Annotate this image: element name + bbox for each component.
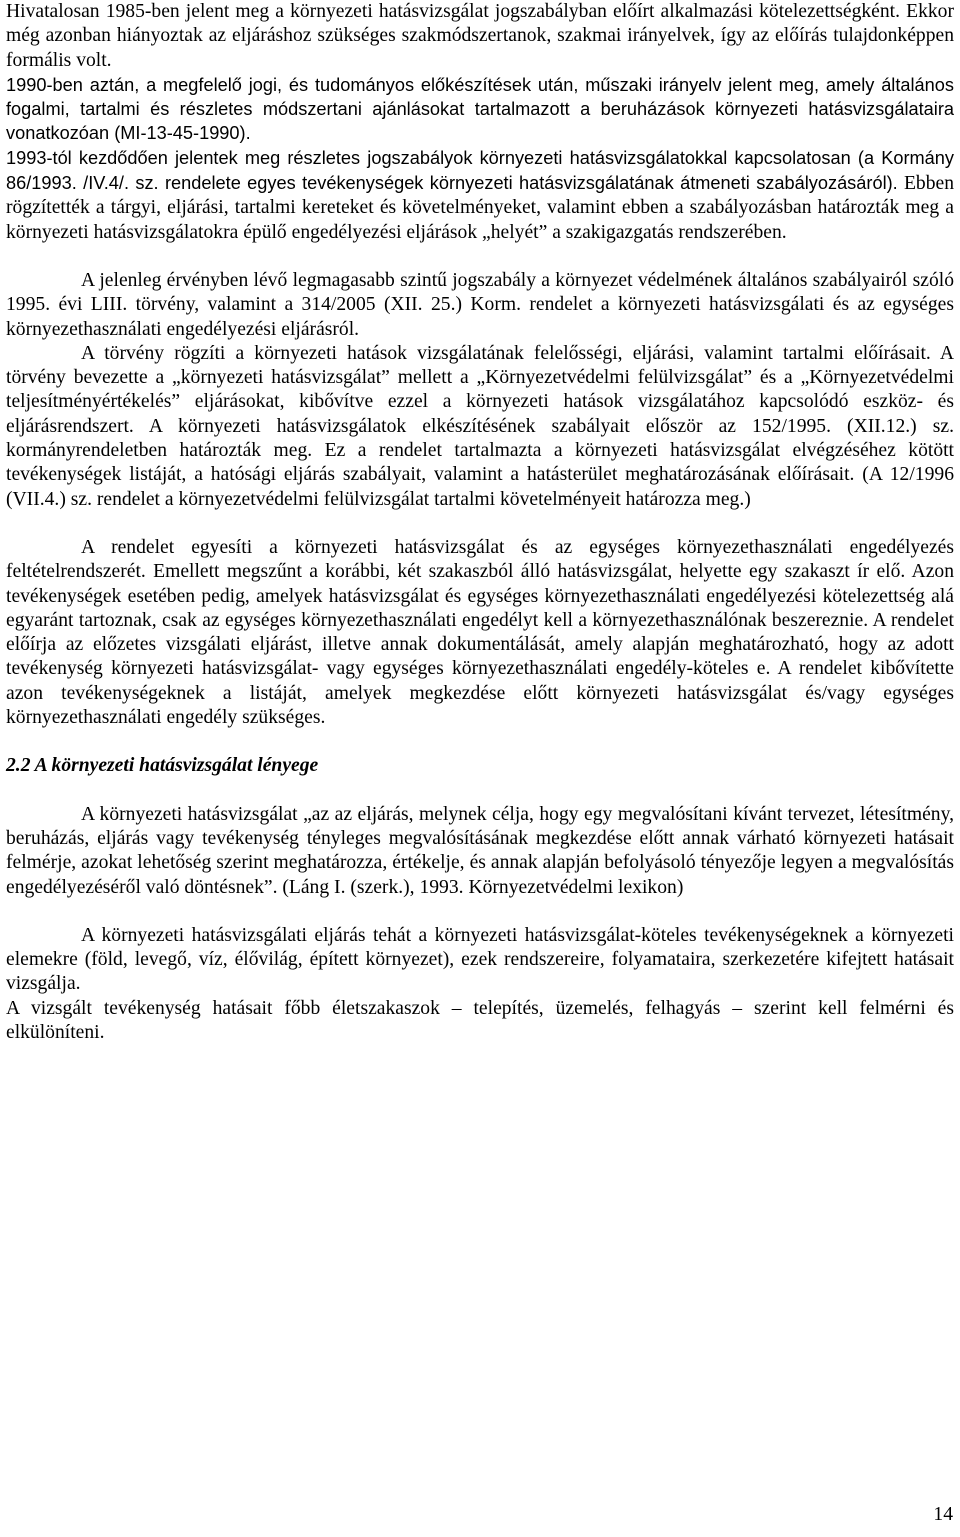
document-page — [6, 0, 954, 1045]
paragraph-official-1985: Hivatalosan 1985-ben jelent meg a környezeti hatásvizsgálat jogszabályban előírt alkalmazási kötelezettségként. Ekkor még azonban hiányoztak az eljáráshoz szükséges szakmódszertanok, szakmai irányelvek, így az előírás tulajdonképpen formális volt. — [6, 1, 954, 71]
paragraph-1990-guideline: 1990-ben aztán, a megfelelő jogi, és tudományos előkészítések után, műszaki irányelv jelent meg, amely általános fogalmi, tartalmi és részletes módszertani ajánlásokat tartalmazott a beruházások környezeti hatásvizsgálataira vonatkozóan (MI-13-45-1990). — [6, 74, 954, 144]
page-number: 14 — [933, 1504, 953, 1525]
paragraph-regulation-unifies: A rendelet egyesíti a környezeti hatásvizsgálat és az egységes környezethasználati engedélyezés feltételrendszerét. Emellett megszűnt a korábbi, két szakaszból álló hatásvizsgálat, helyette egy szakaszt ír elő. Azon tevékenységek esetében pedig, amelyek hatásvizsgálat és egységes környezethasználati engedélyezési kötelezettség alá egyaránt tartoznak, csak az egységes környezethasználati engedélyt kell a környezethasználónak beszereznie. A rendelet előírja az előzetes vizsgálati eljárást, illetve annak dokumentálását, amely alapján meghatározható, hogy az adott tevékenység környezeti hatásvizsgálat- vagy egységes környezethasználati engedély-köteles e. A rendelet kibővítette azon tevékenységeknek a listáját, amelyek megkezdése előtt környezeti hatásvizsgálat és/vagy egységes környezethasználati engedély szükséges. — [6, 536, 954, 729]
section-heading: 2.2 A környezeti hatásvizsgálat lényege — [6, 755, 319, 777]
paragraph-life-stages: A vizsgált tevékenység hatásait főbb életszakaszok – telepítés, üzemelés, felhagyás – szerint kell felmérni és elkülöníteni. — [6, 997, 954, 1043]
paragraph-current-law: A jelenleg érvényben lévő legmagasabb szintű jogszabály a környezet védelmének általános szabályairól szóló 1995. évi LIII. törvény, valamint a 314/2005 (XII. 25.) Korm. rendelet a környezeti hatásvizsgálati és az egységes környezethasználati engedélyezési eljárásról. — [6, 269, 954, 340]
paragraph-procedure: A környezeti hatásvizsgálati eljárás tehát a környezeti hatásvizsgálat-köteles tevékenységeknek a környezeti elemekre (föld, levegő, víz, élővilág, épített környezet), ezek rendszereire, folyamataira, szerkezetére kifejtett hatásait vizsgálja. — [6, 924, 954, 995]
paragraph-definition: A környezeti hatásvizsgálat „az az eljárás, melynek célja, hogy egy megvalósítani kívánt tervezet, létesítmény, beruházás, eljárás vagy tevékenység tényleges megvalósításának megkezdése előtt annak várható környezeti hatásait felmérje, azokat lehetőség szerint meghatározza, értékelje, és annak alapján befolyásoló tényezője legyen a megvalósítás engedélyezéséről való döntésnek”. (Láng I. (szerk.), 1993. Környezetvédelmi lexikon) — [6, 803, 954, 898]
paragraph-law-requirements: A törvény rögzíti a környezeti hatások vizsgálatának felelősségi, eljárási, valamint tartalmi előírásait. A törvény bevezette a „környezeti hatásvizsgálat” mellett a „Környezetvédelmi felülvizsgálat” és a „Környezetvédelmi teljesítményértékelés” eljárásokat, kibővítve ezzel a környezeti hatások vizsgálatához kapcsolódó eszköz- és eljárásrendszert. A környezeti hatásvizsgálatok elkészítésének szabályait először az 152/1995. (XII.12.) sz. kormányrendeletben határozták meg. Ez a rendelet tartalmazta a környezeti hatásvizsgálat elvégzéséhez kötött tevékenységek listáját, a hatósági eljárás szabályait, valamint a hatásterület meghatározásának előírásait. (A 12/1996 (VII.4.) sz. rendelet a környezetvédelmi felülvizsgálat tartalmi követelményeit határozza meg.) — [6, 342, 954, 510]
paragraph-1993-regulations-rest: Ebben rögzítették a tárgyi, eljárási, tartalmi kereteket és követelményeket, valamint ebben a szabályozásban határozták meg a környezeti hatásvizsgálatokra épülő engedélyezési eljárások „helyét” a szakigazgatás rendszerében. — [6, 173, 954, 243]
paragraph-1993-regulations-lead: 1993-tól kezdődően jelentek meg részletes jogszabályok környezeti hatásvizsgálatokkal kapcsolatosan (a Kormány 86/1993. /IV.4/. sz. rendelete egyes tevékenységek környezeti hatásvizsgálatának átmeneti szabályozásáról). — [6, 147, 954, 194]
paragraph-1993-regulations — [6, 146, 954, 245]
